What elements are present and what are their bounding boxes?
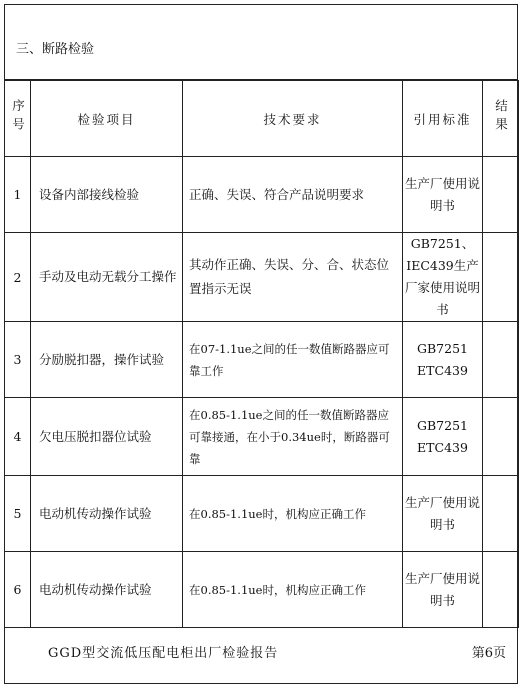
row-item: 欠电压脱扣器位试验 (31, 398, 183, 476)
row-item: 手动及电动无载分工操作 (31, 233, 183, 322)
section-title-text: 三、断路检验 (16, 42, 95, 57)
table-row (5, 322, 519, 398)
row-result (483, 552, 519, 628)
inspection-table (4, 80, 519, 628)
row-number: 6 (5, 552, 31, 628)
row-item: 分励脱扣器，操作试验 (31, 322, 183, 398)
row-item: 电动机传动操作试验 (31, 552, 183, 628)
table-row (5, 157, 519, 233)
row-requirement: 在0.85-1.1ue之间的任一数值断路器应可靠接通，在小于0.34ue时，断路器可靠 (183, 398, 403, 476)
page-number: 第6页 (471, 646, 506, 661)
row-result (483, 476, 519, 552)
row-number: 5 (5, 476, 31, 552)
row-requirement: 在0.85-1.1ue时，机构应正确工作 (183, 552, 403, 628)
header-requirement: 技术要求 (183, 81, 403, 157)
row-item: 设备内部接线检验 (31, 157, 183, 233)
row-result (483, 233, 519, 322)
row-number: 3 (5, 322, 31, 398)
table-row (5, 476, 519, 552)
section-title (4, 4, 518, 80)
row-number: 4 (5, 398, 31, 476)
row-result (483, 322, 519, 398)
row-standard: GB7251 ETC439 (403, 322, 483, 398)
row-result (483, 157, 519, 233)
row-requirement: 在0.85-1.1ue时，机构应正确工作 (183, 476, 403, 552)
header-no: 序号 (5, 81, 31, 157)
row-number: 1 (5, 157, 31, 233)
table-header-row (5, 81, 519, 157)
page-footer (4, 620, 518, 684)
row-requirement: 其动作正确、失误、分、合、状态位置指示无误 (183, 233, 403, 322)
header-result: 结果 (483, 81, 519, 157)
report-title: GGD型交流低压配电柜出厂检验报告 (48, 646, 279, 661)
table-row (5, 233, 519, 322)
row-requirement: 在07-1.1ue之间的任一数值断路器应可靠工作 (183, 322, 403, 398)
row-standard: GB7251 ETC439 (403, 398, 483, 476)
table-row (5, 398, 519, 476)
row-standard: 生产厂使用说明书 (403, 157, 483, 233)
row-standard: GB7251、IEC439生产厂家使用说明书 (403, 233, 483, 322)
header-item: 检验项目 (31, 81, 183, 157)
row-result (483, 398, 519, 476)
row-number: 2 (5, 233, 31, 322)
table-row (5, 552, 519, 628)
row-standard: 生产厂使用说明书 (403, 552, 483, 628)
row-item: 电动机传动操作试验 (31, 476, 183, 552)
row-requirement: 正确、失误、符合产品说明要求 (183, 157, 403, 233)
header-standard: 引用标准 (403, 81, 483, 157)
row-standard: 生产厂使用说明书 (403, 476, 483, 552)
